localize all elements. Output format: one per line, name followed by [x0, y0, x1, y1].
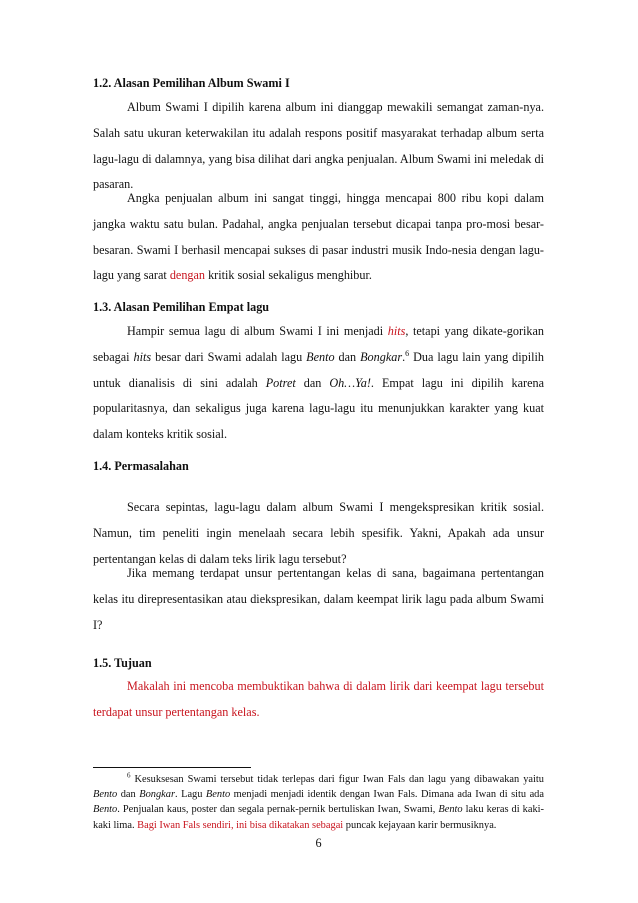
section-heading-1-5: 1.5. Tujuan — [93, 656, 152, 670]
highlighted-word: dengan — [169, 268, 206, 283]
paragraph — [93, 95, 544, 198]
song-title: Bento — [205, 789, 231, 801]
song-title: Potret — [265, 375, 296, 390]
song-title: Oh…Ya! — [329, 375, 371, 390]
paragraph-highlighted — [93, 674, 544, 726]
song-title: Bento — [438, 804, 463, 816]
footnote-text: dan — [117, 789, 140, 801]
song-title: Bongkar — [360, 349, 403, 364]
paragraph-text: . Empat lagu ini dipilih karena popularitasnya, dan sekaligus juga karena lagu-lagu itu menunjukkan karakter yang kuat dalam konteks kritik sosial. — [93, 375, 544, 442]
footnote-text: . Lagu — [175, 789, 206, 801]
section-heading-1-3: 1.3. Alasan Pemilihan Empat lagu — [93, 300, 270, 314]
paragraph-text: besar dari Swami adalah lagu — [151, 349, 307, 364]
paragraph-text: kritik sosial sekaligus menghibur. — [205, 268, 372, 283]
footnote-number: 6 — [127, 771, 131, 780]
paragraph-text: Secara sepintas, lagu-lagu dalam album Swami I mengekspresikan kritik sosial. Namun, tim peneliti ingin menelaah secara lebih spesifik. Yakni, Apakah ada unsur pertentangan kelas di dalam teks lirik lagu tersebut? — [93, 500, 544, 566]
footnote — [93, 772, 544, 833]
section-heading-1-2: 1.2. Alasan Pemilihan Album Swami I — [93, 76, 290, 90]
highlighted-word: hits — [387, 324, 406, 338]
paragraph-text: Angka penjualan album ini sangat tinggi, hingga mencapai 800 ribu kopi dalam jangka waktu satu bulan. Padahal, angka penjualan tersebut dicapai tanpa pro-mosi besar-besaran. Swami I berhasil mencapai sukses di pasar industri musik Indo-nesia dengan lagu-lagu yang sarat — [93, 191, 544, 283]
song-title: Bongkar — [139, 789, 176, 801]
song-title: Bento — [93, 804, 118, 816]
section-heading-1-4: 1.4. Permasalahan — [93, 459, 189, 473]
paragraph-text: dan — [334, 349, 361, 364]
footnote-text: Kesuksesan Swami tersebut tidak terlepas dari figur Iwan Fals dan lagu yang dibawakan yaitu — [130, 774, 544, 785]
footnote-text: puncak kejayaan karir bermusiknya. — [343, 819, 497, 831]
paragraph — [93, 186, 544, 289]
paragraph-text: . — [402, 349, 406, 364]
paragraph-text: Dua lagu lain yang dipilih untuk dianalisis di sini adalah — [93, 349, 544, 390]
footnote-divider — [93, 767, 251, 768]
paragraph-text: Hampir semua lagu di album Swami I ini menjadi — [127, 324, 388, 338]
paragraph-text: Album Swami I dipilih karena album ini dianggap mewakili semangat zaman-nya. Salah satu ukuran keterwakilan itu adalah respons positif masyarakat terhadap album serta lagu-lagu di dalamnya, yang bisa dilihat dari angka penjualan. Album Swami ini meledak di pasaran. — [93, 100, 544, 192]
page-number: 6 — [315, 836, 322, 850]
footnote-text: laku keras di kaki-kaki lima. — [93, 804, 544, 831]
footnote-reference[interactable]: 6 — [405, 348, 410, 358]
song-title: Bento — [306, 349, 335, 364]
paragraph-text: Makalah ini mencoba membuktikan bahwa di dalam lirik dari keempat lagu tersebut terdapat unsur pertentangan kelas. — [93, 679, 544, 719]
footnote-text: . Penjualan kaus, poster dan segala pernak-pernik bertuliskan Iwan, Swami, — [117, 804, 439, 816]
footnote-text: menjadi menjadi identik dengan Iwan Fals. Dimana ada Iwan di situ ada — [230, 789, 544, 801]
italic-term: hits — [133, 349, 152, 364]
paragraph-text: dan — [295, 375, 330, 390]
paragraph — [93, 561, 544, 638]
song-title: Bento — [93, 789, 118, 801]
paragraph-text: , tetapi yang dikate-gorikan sebagai — [93, 324, 544, 364]
paragraph-text: Jika memang terdapat unsur pertentangan kelas di sana, bagaimana pertentangan kelas itu direpresentasikan atau diekspresikan, dalam keempat lirik lagu pada album Swami I? — [93, 566, 544, 632]
paragraph — [93, 319, 544, 448]
highlighted-text: Bagi Iwan Fals sendiri, ini bisa dikatakan sebagai — [137, 819, 344, 831]
